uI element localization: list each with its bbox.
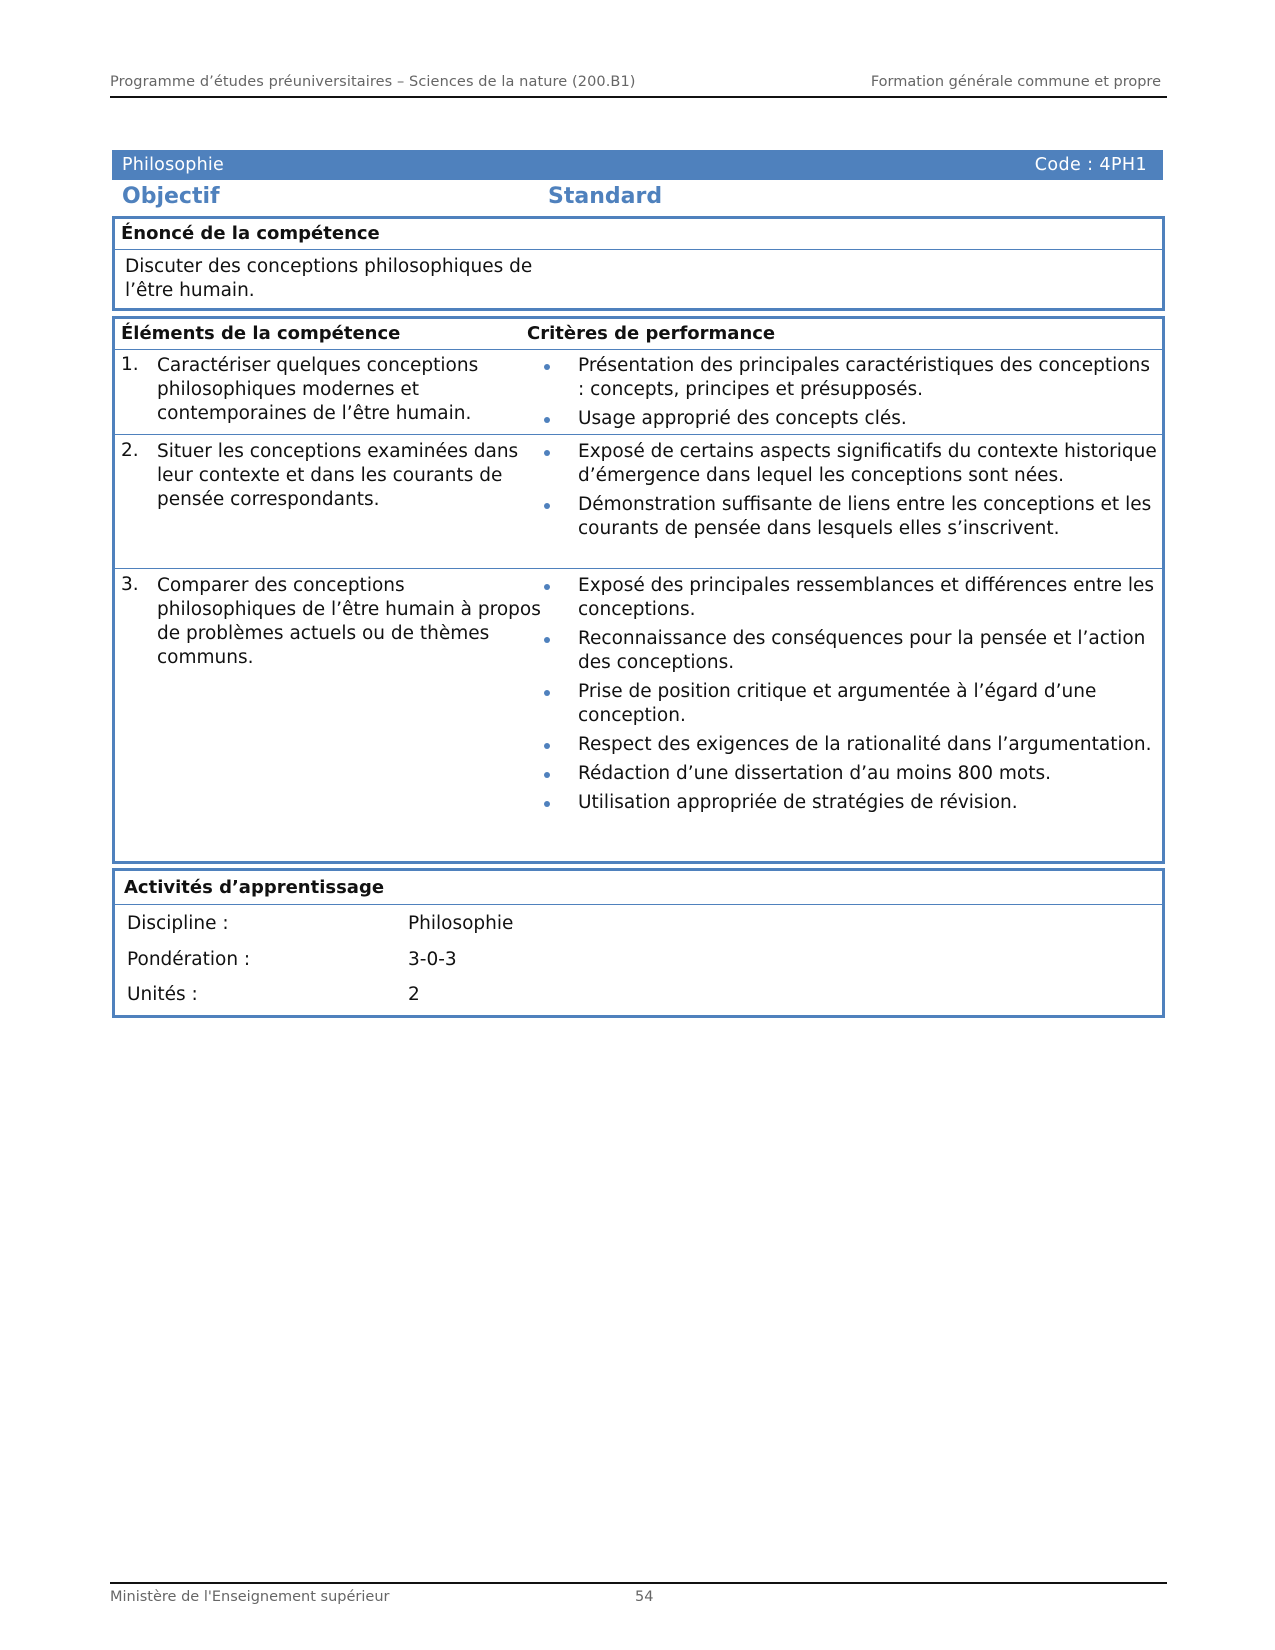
criteria-item: Démonstration suffisante de liens entre les conceptions et les courants de pensée dans lesquels elles s’inscrivent.	[542, 493, 1158, 541]
bullet-icon	[544, 450, 550, 456]
element-number: 1.	[121, 354, 139, 375]
criteria-list	[542, 574, 1158, 820]
field-value: Philosophie	[408, 913, 514, 934]
page-header	[110, 72, 1167, 98]
criteria-item: Utilisation appropriée de stratégies de révision.	[542, 791, 1158, 815]
bullet-icon	[544, 690, 550, 696]
bullet-icon	[544, 503, 550, 509]
criteria-item: Présentation des principales caractéristiques des conceptions : concepts, principes et présupposés.	[542, 354, 1158, 402]
elements-box	[112, 316, 1165, 864]
bullet-icon	[544, 801, 550, 807]
ministry-name: Ministère de l'Enseignement supérieur	[110, 1589, 390, 1605]
element-row	[115, 436, 1162, 569]
criteria-item: Exposé des principales ressemblances et différences entre les conceptions.	[542, 574, 1158, 622]
element-text: Caractériser quelques conceptions philosophiques modernes et contemporaines de l’être humain.	[157, 355, 479, 424]
enonce-box	[112, 216, 1165, 311]
bullet-icon	[544, 743, 550, 749]
criteria-list	[542, 440, 1158, 546]
criteria-item: Exposé de certains aspects significatifs du contexte historique d’émergence dans lequel les conceptions sont nées.	[542, 440, 1158, 488]
course-title-bar	[112, 150, 1163, 180]
field-value: 3-0-3	[408, 949, 457, 970]
activites-header	[115, 871, 1162, 905]
bullet-icon	[544, 417, 550, 423]
criteria-list	[542, 354, 1158, 436]
element-row	[115, 570, 1162, 856]
element-text: Situer les conceptions examinées dans leur contexte et dans les courants de pensée correspondants.	[157, 441, 519, 510]
element-number: 3.	[121, 574, 139, 595]
page-number: 54	[635, 1589, 654, 1605]
field-label: Unités :	[127, 984, 198, 1005]
standard-heading: Standard	[548, 184, 663, 209]
elements-heading: Éléments de la compétence	[121, 323, 401, 344]
criteria-item: Reconnaissance des conséquences pour la pensée et l’action des conceptions.	[542, 627, 1158, 675]
criteria-heading: Critères de performance	[527, 323, 776, 344]
criteria-item: Prise de position critique et argumentée à l’égard d’une conception.	[542, 680, 1158, 728]
element-text: Comparer des conceptions philosophiques de l’être humain à propos de problèmes actuels ou de thèmes communs.	[157, 575, 541, 668]
field-value: 2	[408, 984, 420, 1005]
enonce-header	[115, 219, 1162, 250]
field-label: Discipline :	[127, 913, 229, 934]
field-label: Pondération :	[127, 949, 251, 970]
activites-heading: Activités d’apprentissage	[124, 877, 385, 898]
criteria-item: Usage approprié des concepts clés.	[542, 407, 1158, 431]
objectif-heading: Objectif	[122, 184, 220, 209]
objective-standard-row	[112, 182, 1163, 214]
page-footer	[110, 1582, 1167, 1605]
elements-header	[115, 319, 1162, 350]
criteria-item: Respect des exigences de la rationalité dans l’argumentation.	[542, 733, 1158, 757]
enonce-heading: Énoncé de la compétence	[121, 223, 380, 244]
bullet-icon	[544, 637, 550, 643]
bullet-icon	[544, 584, 550, 590]
bullet-icon	[544, 772, 550, 778]
course-code: Code : 4PH1	[1034, 155, 1147, 175]
element-row	[115, 350, 1162, 435]
bullet-icon	[544, 364, 550, 370]
element-number: 2.	[121, 440, 139, 461]
enonce-text: Discuter des conceptions philosophiques de l’être humain.	[125, 256, 533, 301]
activites-box	[112, 868, 1165, 1018]
section-title: Formation générale commune et propre	[870, 74, 1161, 90]
course-subject: Philosophie	[122, 155, 224, 175]
program-title: Programme d’études préuniversitaires – Sciences de la nature (200.B1)	[110, 74, 636, 90]
criteria-item: Rédaction d’une dissertation d’au moins 800 mots.	[542, 762, 1158, 786]
